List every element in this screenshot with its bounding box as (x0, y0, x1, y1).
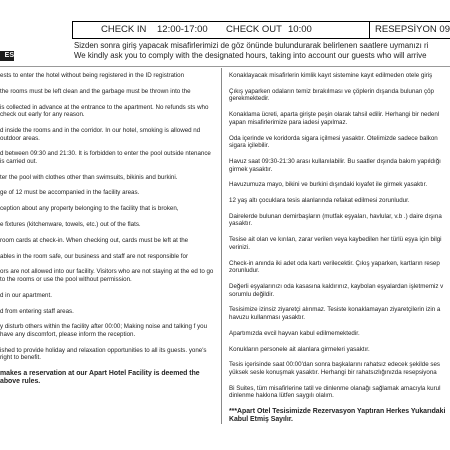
rule-item: Havuzumuza mayo, bikini ve burkini dışındaki kıyafet ile girmek yasaktır. (229, 181, 428, 189)
rule-item: y disturb others within the facility after 00:00; Making noise and talking f you have any discomfort, please inform the reception. (0, 323, 208, 338)
rule-item: the rooms must be left clean and the garbage must be thrown into the (0, 87, 191, 95)
rule-item: Tesisimize izinsiz ziyaretçi alınmaz. Tesiste konaklamayan ziyaretçilerin izin a havuzu kullanması yasaktır. (229, 306, 441, 321)
rule-item: room cards at check-in. When checking out, cards must be left at the (0, 236, 189, 244)
rule-item: d between 09:30 and 21:30. It is forbidden to enter the pool outside ntenance is carried out. (0, 150, 211, 165)
header-bar (72, 21, 450, 39)
column-divider (221, 68, 222, 424)
rule-item-final: ***Apart Otel Tesisimizde Rezervasyon Yaptıran Herkes Yukarıdaki Kabul Etmiş Sayılır. (229, 408, 446, 424)
rule-item: Havuz saat 09:30-21:30 arası kullanılabilir. Bu saatler dışında bakım yapıldığı girmek yasaktır. (229, 157, 441, 173)
rules-turkish-column (229, 72, 450, 432)
rule-item: ests to enter the hotel without being registered in the ID registration (0, 72, 185, 79)
rule-item: Bi Suites, tüm misafirlerine tatil ve dinlenme olanağı sağlamak amacıyla kurul dinlenme hakkına lütfen saygılı olalım. (229, 384, 441, 400)
rule-item: Çıkış yaparken odaların temiz bırakılması ve çöplerin dışarıda bulunan çöp gerekmektedir. (229, 87, 434, 103)
rule-item-final: makes a reservation at our Apart Hotel Facility is deemed the above rules. (0, 370, 200, 386)
rule-item: ge of 12 must be accompanied in the facility areas. (0, 189, 140, 197)
rule-item: Oda içerinde ve koridorda sigara içilmesi yasaktır. Otelimizde sadece balkon sigara içilebilir. (229, 134, 438, 150)
section-tag: ES (0, 51, 14, 61)
rule-item: Tesise ait olan ve kırılan, zarar verilen veya kaybedilen her türlü eşya için bilgi verinizi. (229, 236, 442, 251)
section-divider (0, 66, 450, 67)
rule-item: Konaklama ücreti, aparta girişte peşin olarak tahsil edilir. Herhangi bir nedenl yapan misafirlerimize para iadesi yapılmaz. (229, 111, 440, 126)
rule-item: ables in the room safe, our business and staff are not responsible for (0, 252, 189, 260)
notice-turkish: Sizden sonra giriş yapacak misafirlerimizi de göz önünde bulundurarak belirlenen saatlere uymanızı ri (74, 41, 429, 50)
rule-item: e fixtures (kitchenware, towels, etc.) out of the flats. (0, 221, 141, 229)
rule-item: ors are not allowed into our facility. Visitors who are not staying at the ed to go to the rooms or use the pool without permission. (0, 268, 214, 283)
rule-item: d in our apartment. (0, 291, 52, 299)
rule-item: Check-in anında iki adet oda kartı verilecektir. Çıkış yaparken, kartların resep zorunludur. (229, 259, 440, 275)
header-divider (369, 22, 370, 38)
rule-item: 12 yaş altı çocuklara tesis alanlarında refakat edilmesi zorunludur. (229, 197, 410, 205)
check-in-label: CHECK IN (101, 24, 147, 35)
notice-text (74, 41, 450, 61)
rule-item: Değerli eşyalarınızı oda kasasına kaldırınız, kaybolan eşyalardan işletmemiz v sorumlu değildir. (229, 282, 444, 298)
rules-english-column (0, 72, 214, 394)
rule-item: Konaklayacak misafirlerin kimlik kayıt sistemine kayıt edilmeden otele giriş (229, 72, 433, 79)
rule-item: is collected in advance at the entrance to the apartment. No refunds sts who check out early for any reason. (0, 103, 209, 119)
check-out-time: 10:00 (288, 24, 312, 35)
rule-item: d inside the rooms and in the corridor. In our hotel, smoking is allowed nd outdoor areas. (0, 126, 201, 142)
rule-item: ished to provide holiday and relaxation opportunities to all its guests. yone's right to benefit. (0, 346, 207, 362)
reception-label: RESEPSİYON 09 (375, 24, 450, 35)
rule-item: Apartımızda evcil hayvan kabul edilmemektedir. (229, 329, 360, 337)
check-in-time: 12:00-17:00 (157, 24, 208, 35)
rule-item: ter the pool with clothes other than swimsuits, bikinis and burkini. (0, 173, 178, 181)
rule-item: Dairelerde bulunan demirbaşların (mutfak eşyaları, havlular, v.b .) daire dışına yasaktır. (229, 212, 442, 228)
rule-item: Konukların personele ait alanlara girmeleri yasaktır. (229, 345, 370, 353)
notice-english: We kindly ask you to comply with the designated hours, taking into account our guests who will arrive (74, 51, 427, 60)
rule-item: ception about any property belonging to the facility that is broken, (0, 205, 179, 213)
check-out-label: CHECK OUT (226, 24, 282, 35)
rule-item: d from entering staff areas. (0, 307, 74, 315)
rule-item: Tesis içerisinde saat 00:00'dan sonra başkalarını rahatsız edecek şekilde ses yüksek sesle konuşmak yasaktır. Herhangi bir rahatsızlığınızda resepsiyona (229, 361, 440, 376)
